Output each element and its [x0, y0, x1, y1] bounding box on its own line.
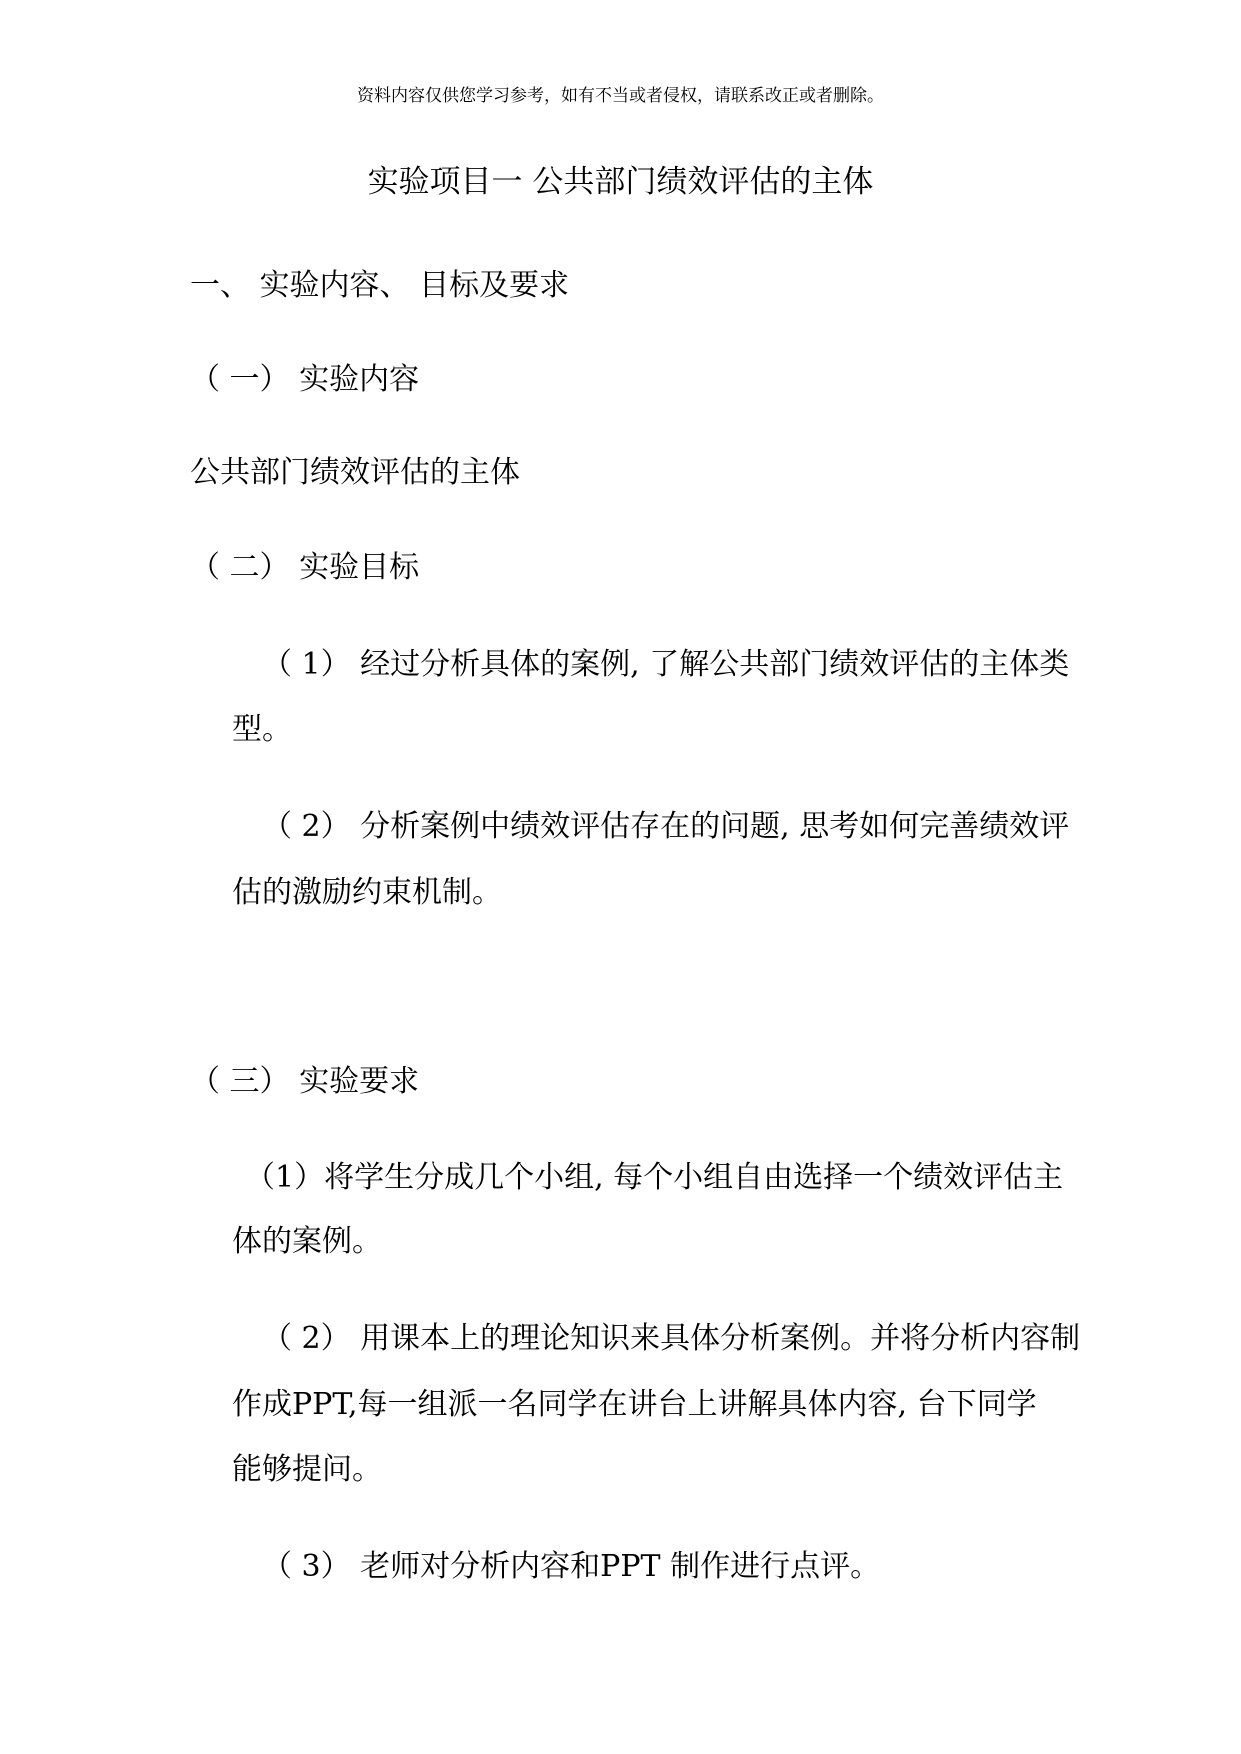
requirement-item-3-line-1: （ 3） 老师对分析内容和PPT 制作进行点评。 — [262, 1549, 881, 1584]
content-text: 公共部门绩效评估的主体 — [190, 455, 520, 490]
goal-item-2-line-1: （ 2） 分析案例中绩效评估存在的问题, 思考如何完善绩效评 — [262, 809, 1070, 844]
goal-item-1-line-2: 型。 — [232, 712, 292, 747]
goal-item-1-line-1: （ 1） 经过分析具体的案例, 了解公共部门绩效评估的主体类 — [262, 647, 1070, 682]
goal-item-2-line-2: 估的激励约束机制。 — [232, 875, 502, 910]
requirement-item-2-line-3: 能够提问。 — [232, 1452, 382, 1487]
subsection-heading-content: （ 一） 实验内容 — [190, 362, 420, 397]
requirement-item-2-line-2: 作成PPT,每一组派一名同学在讲台上讲解具体内容, 台下同学 — [232, 1387, 1037, 1422]
requirement-item-2-line-1: （ 2） 用课本上的理论知识来具体分析案例。并将分析内容制 — [262, 1321, 1081, 1356]
subsection-heading-requirements: （ 三） 实验要求 — [190, 1064, 420, 1099]
section-heading: 一、 实验内容、 目标及要求 — [190, 268, 570, 303]
requirement-item-1-line-2: 体的案例。 — [232, 1224, 382, 1259]
header-disclaimer: 资料内容仅供您学习参考，如有不当或者侵权，请联系改正或者删除。 — [357, 86, 884, 106]
subsection-heading-goals: （ 二） 实验目标 — [190, 550, 420, 585]
document-title: 实验项目一 公共部门绩效评估的主体 — [367, 164, 874, 200]
requirement-item-1-line-1: （1）将学生分成几个小组, 每个小组自由选择一个绩效评估主 — [245, 1160, 1064, 1195]
